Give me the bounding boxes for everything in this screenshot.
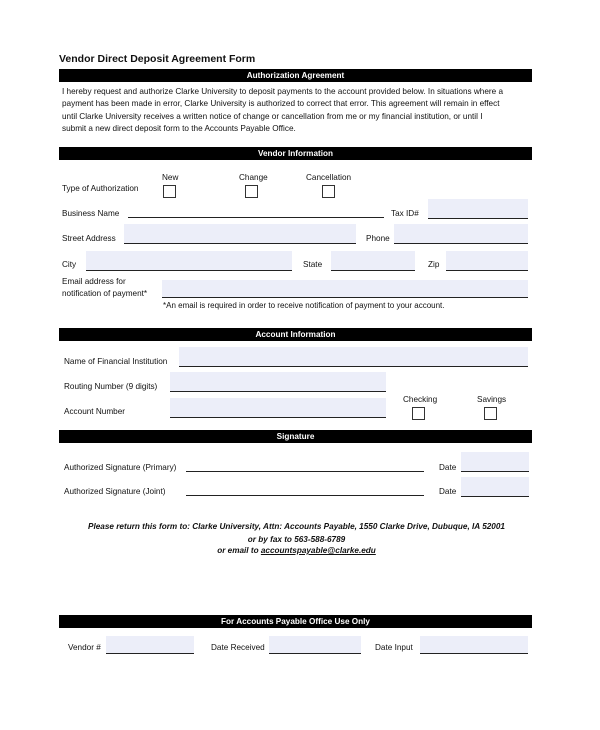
- email-field[interactable]: [162, 280, 528, 298]
- business-name-field[interactable]: [128, 217, 384, 218]
- signature-header: Signature: [59, 430, 532, 443]
- return-email-line: [59, 546, 534, 555]
- option-cancellation-label: Cancellation: [306, 173, 352, 182]
- authorization-line: until Clarke University receives a written notice of change or cancellation from me or my financial institution, or until I: [62, 111, 483, 121]
- new-checkbox[interactable]: [163, 185, 176, 198]
- cancellation-checkbox[interactable]: [322, 185, 335, 198]
- vendor-number-field[interactable]: [106, 636, 194, 654]
- form-title: Vendor Direct Deposit Agreement Form: [59, 53, 256, 65]
- tax-id-label: Tax ID#: [391, 209, 419, 218]
- option-change-label: Change: [239, 173, 268, 182]
- vendor-number-label: Vendor #: [68, 643, 101, 652]
- state-field[interactable]: [331, 251, 415, 271]
- date-input-field[interactable]: [420, 636, 528, 654]
- checking-label: Checking: [403, 395, 438, 404]
- authorization-line: payment has been made in error, Clarke University is authorized to correct that error. This agreement will remain in effect: [62, 99, 500, 109]
- state-label: State: [303, 260, 323, 269]
- authorization-line: submit a new direct deposit form to the Accounts Payable Office.: [62, 123, 296, 133]
- date-input-label: Date Input: [375, 643, 413, 652]
- zip-field[interactable]: [446, 251, 528, 271]
- type-of-authorization-label: Type of Authorization: [62, 184, 139, 193]
- financial-institution-field[interactable]: [179, 347, 528, 367]
- primary-signature-field[interactable]: [186, 471, 424, 472]
- change-checkbox[interactable]: [245, 185, 258, 198]
- street-address-field[interactable]: [124, 224, 356, 244]
- phone-label: Phone: [366, 234, 390, 243]
- city-field[interactable]: [86, 251, 292, 271]
- routing-number-field[interactable]: [170, 372, 386, 392]
- authorization-line: I hereby request and authorize Clarke University to deposit payments to the account provided below. In situations where a: [62, 87, 504, 96]
- email-label-line1: Email address for: [62, 277, 126, 286]
- vendor-info-header: Vendor Information: [59, 147, 532, 160]
- office-use-header: For Accounts Payable Office Use Only: [59, 615, 532, 628]
- joint-signature-label: Authorized Signature (Joint): [64, 487, 166, 496]
- joint-signature-field[interactable]: [186, 495, 424, 496]
- joint-date-field[interactable]: [461, 477, 529, 497]
- routing-number-label: Routing Number (9 digits): [64, 382, 158, 391]
- authorization-header: Authorization Agreement: [59, 69, 532, 82]
- primary-signature-label: Authorized Signature (Primary): [64, 463, 177, 472]
- zip-label: Zip: [428, 260, 440, 269]
- email-note: *An email is required in order to receive notification of payment to your account.: [163, 301, 445, 310]
- financial-institution-label: Name of Financial Institution: [64, 357, 168, 366]
- joint-date-label: Date: [439, 487, 457, 496]
- primary-date-field[interactable]: [461, 452, 529, 472]
- return-email-link[interactable]: accountspayable@clarke.edu: [260, 546, 376, 555]
- savings-checkbox[interactable]: [484, 407, 497, 420]
- primary-date-label: Date: [439, 463, 457, 472]
- return-email-prefix: or email to: [217, 546, 261, 555]
- tax-id-field[interactable]: [428, 199, 528, 219]
- return-address: Please return this form to: Clarke University, Attn: Accounts Payable, 1550 Clarke Drive, Dubuque, IA 52001: [88, 522, 505, 531]
- authorization-text: [62, 86, 532, 135]
- city-label: City: [62, 260, 77, 269]
- account-number-field[interactable]: [170, 398, 386, 418]
- savings-label: Savings: [477, 395, 507, 404]
- date-received-field[interactable]: [269, 636, 361, 654]
- option-new-label: New: [162, 173, 179, 182]
- account-number-label: Account Number: [64, 407, 125, 416]
- phone-field[interactable]: [394, 224, 528, 244]
- street-address-label: Street Address: [62, 234, 116, 243]
- checking-checkbox[interactable]: [412, 407, 425, 420]
- account-info-header: Account Information: [59, 328, 532, 341]
- return-fax: or by fax to 563-588-6789: [247, 535, 346, 544]
- email-label-line2: notification of payment*: [62, 289, 148, 298]
- business-name-label: Business Name: [62, 209, 120, 218]
- date-received-label: Date Received: [211, 643, 265, 652]
